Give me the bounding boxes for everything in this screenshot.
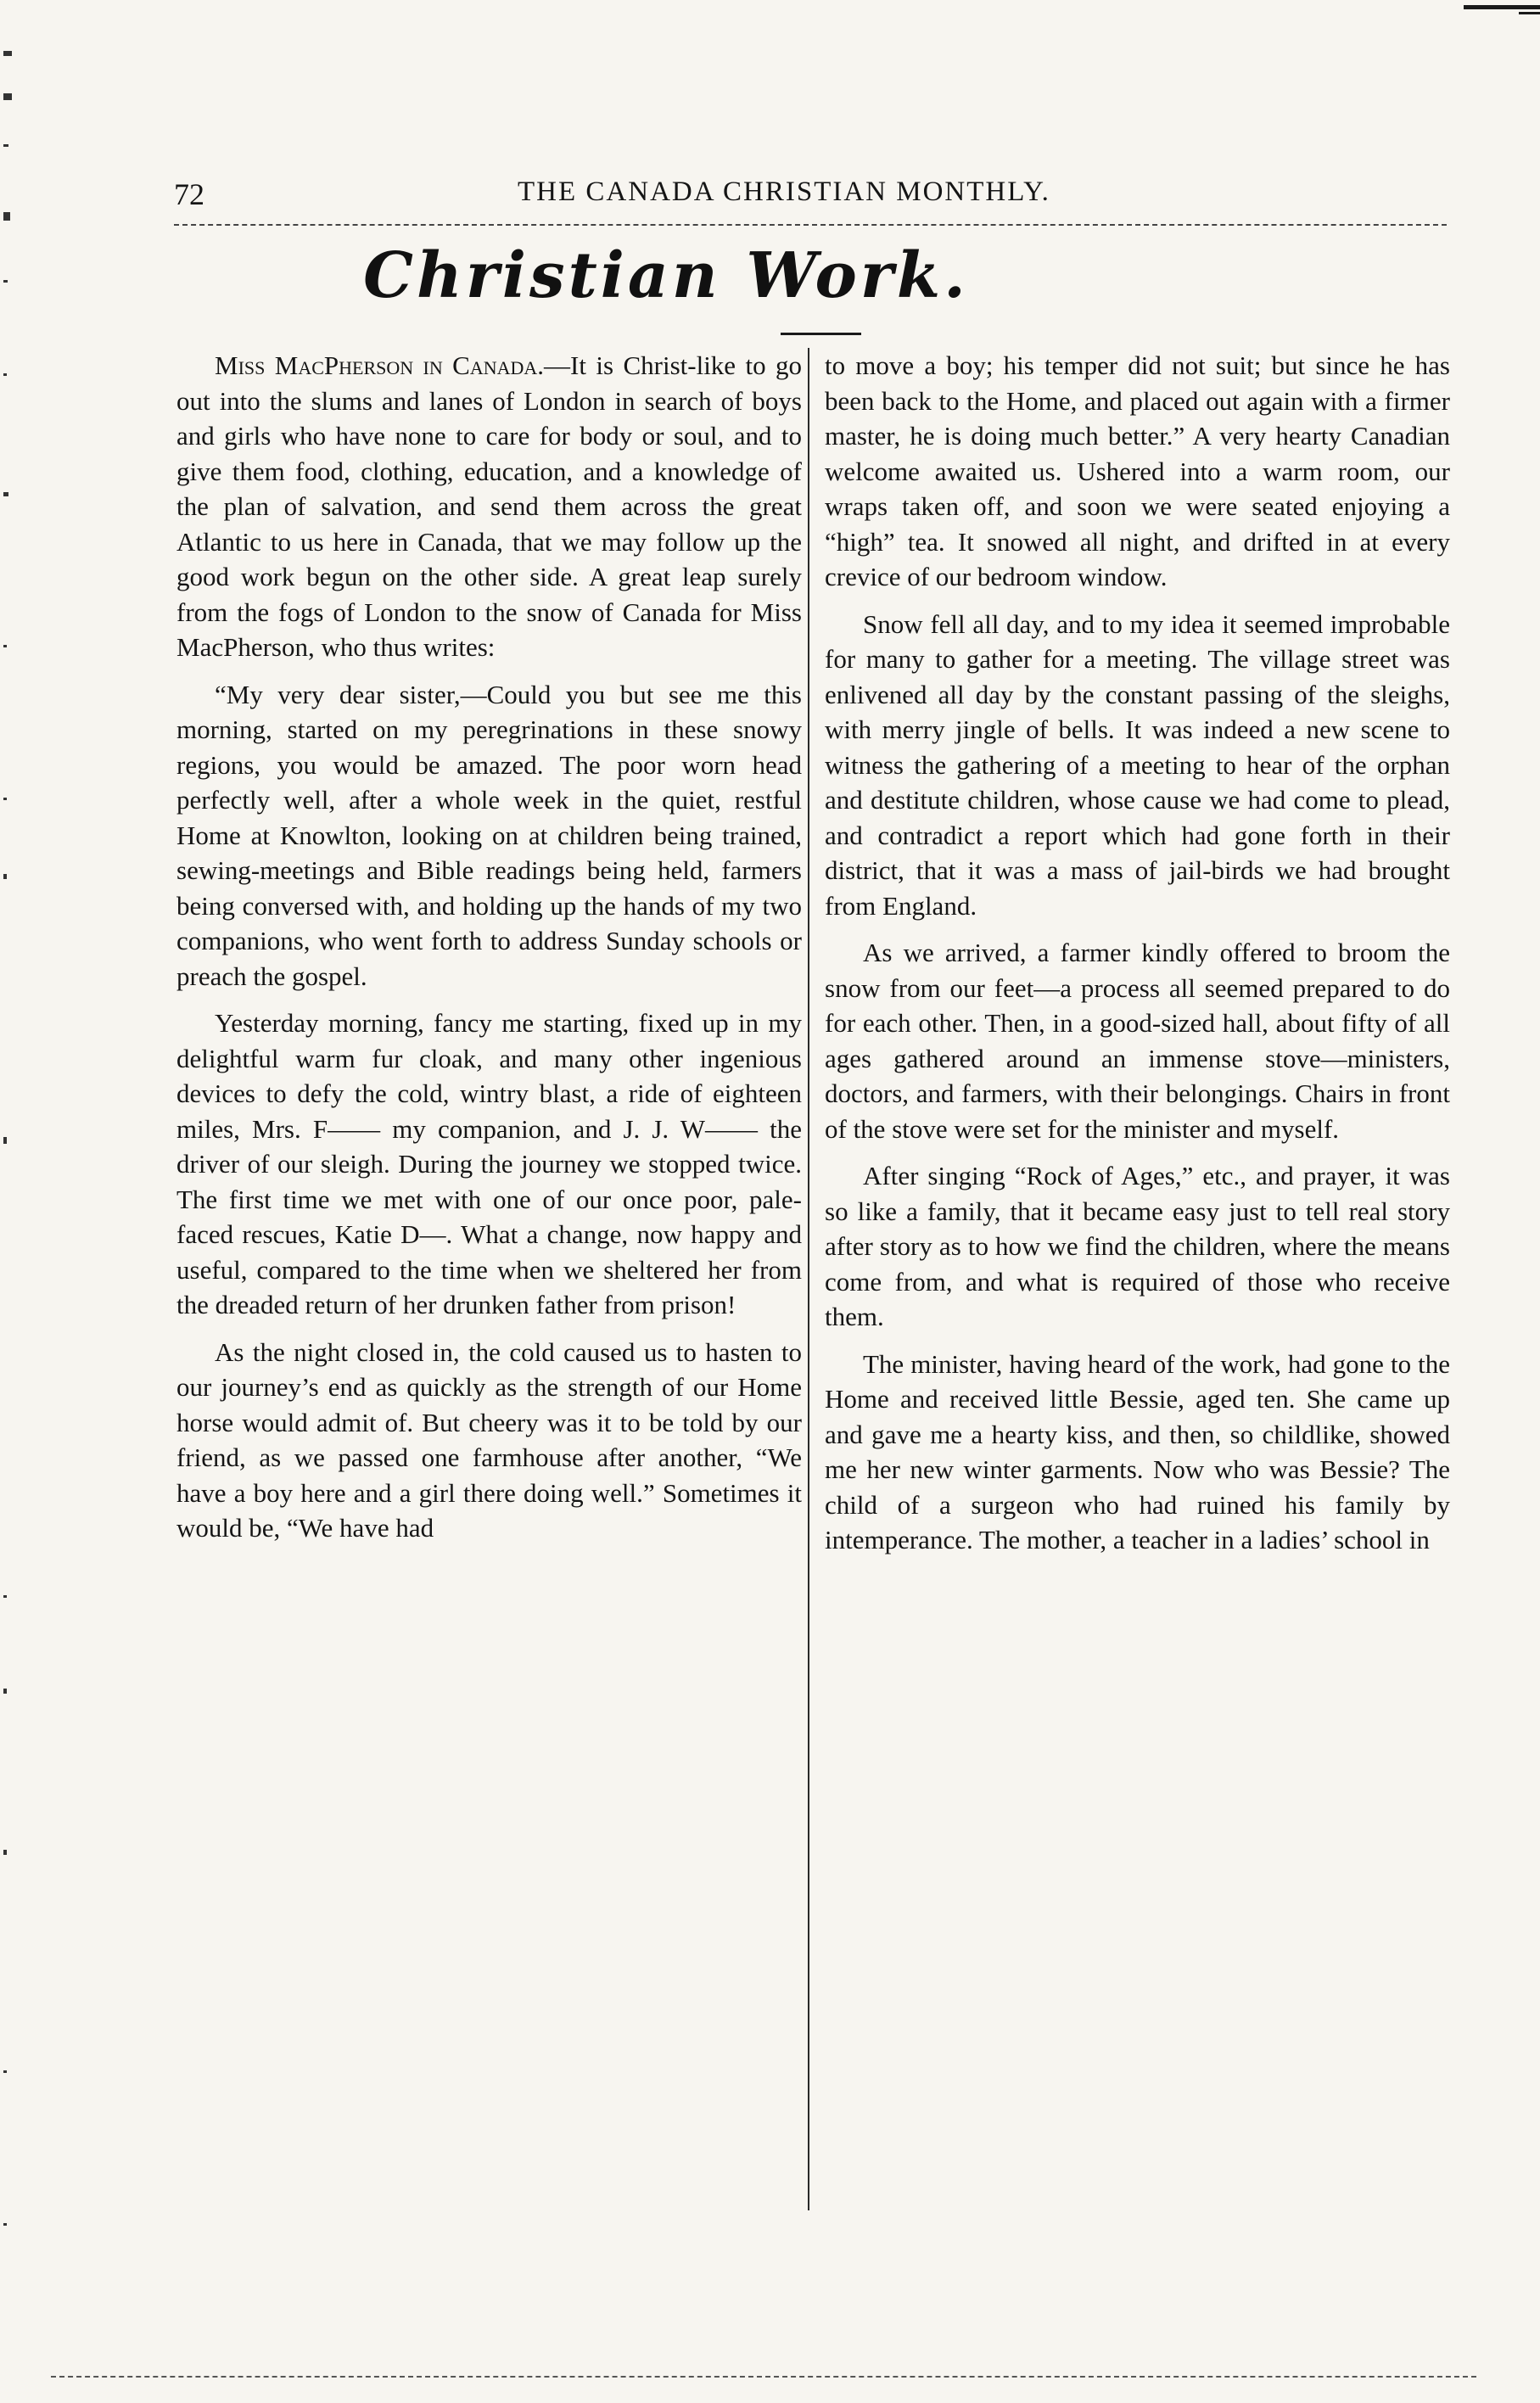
paragraph: The minister, having heard of the work, had gone to the Home and received little Bessie, aged ten. She came up and gave me a hearty kiss, and then, so childlike, showed me her new winter garments. Now who was Bessie? The child of a surgeon who had ruined his family by intemperance. The mother, a teacher in a ladies’ school in: [825, 1348, 1450, 1554]
paragraph: [176, 348, 802, 665]
page-header: [174, 176, 1447, 214]
header-rule: [174, 224, 1447, 227]
section-title: Christian Work.: [363, 239, 969, 312]
paragraph: to move a boy; his temper did not suit; but since he has been back to the Home, and placed out again with a firmer master, he is doing much better.” A very hearty Canadian welcome awaited us. Ushered into a warm room, our wraps taken off, and soon we were seated enjoying a “high” tea. It snowed all night, and drifted in at every crevice of our bedroom window.: [825, 350, 1450, 591]
margin-speck: [3, 144, 8, 147]
margin-speck: [3, 93, 12, 100]
article-heading: Miss MacPherson in Canada.: [215, 350, 545, 380]
margin-speck: [3, 2223, 7, 2226]
page-edge-rule-small: [1519, 12, 1540, 14]
left-column: [176, 348, 802, 2223]
bottom-rule: [51, 2376, 1476, 2379]
margin-speck: [3, 1595, 7, 1598]
right-column: [825, 348, 1450, 2223]
paragraph: As we arrived, a farmer kindly offered to broom the snow from our feet—a process all seemed prepared to do for each other. Then, in a good-sized hall, about fifty of all ages gathered around an immense stove—ministers, doctors, and farmers, with their belongings. Chairs in front of the stove were set for the minister and myself.: [825, 938, 1450, 1144]
running-title: THE CANADA CHRISTIAN MONTHLY.: [518, 176, 1050, 207]
margin-speck: [3, 1137, 7, 1144]
margin-speck: [3, 2070, 7, 2073]
margin-speck: [3, 1850, 7, 1855]
paragraph: Yesterday morning, fancy me starting, fixed up in my delightful warm fur cloak, and many other ingenious devices to defy the cold, wintry blast, a ride of eighteen miles, Mrs. F—— my companion, and J. J. W—— the driver of our sleigh. During the journey we stopped twice. The first time we met with one of our once poor, pale-faced rescues, Katie D—. What a change, now happy and useful, compared to the time when we sheltered her from the dreaded return of her drunken father from prison!: [176, 1008, 802, 1319]
paragraph: As the night closed in, the cold caused us to hasten to our journey’s end as quickly as the strength of our Home horse would admit of. But cheery was it to be told by our friend, as we passed one farmhouse after another, “We have a boy here and a girl there doing well.” Sometimes it would be, “We have had: [176, 1336, 802, 1543]
margin-speck: [3, 373, 7, 376]
margin-speck: [3, 645, 7, 647]
margin-speck: [3, 1689, 7, 1694]
paragraph: “My very dear sister,—Could you but see me this morning, started on my peregrinations in these snowy regions, you would be amazed. The poor worn head perfectly well, after a whole week in the quiet, restful Home at Knowlton, looking on at children being trained, sewing-meetings and Bible readings being held, farmers being conversed with, and holding up the hands of my two companions, who went forth to address Sunday schools or preach the gospel.: [176, 679, 802, 991]
margin-speck: [3, 492, 8, 496]
binding-margin: [0, 0, 20, 2403]
page-number: 72: [174, 177, 204, 211]
paragraph-text: —It is Christ-like to go out into the slums and lanes of London in search of boys and girls who have none to care for body or soul, and to give them food, clothing, education, and a knowledge of the plan of salvation, and send them across the great Atlantic to us here in Canada, that we may follow up the good work begun on the other side. A great leap surely from the fogs of London to the snow of Canada for Miss MacPherson, who thus writes:: [176, 350, 802, 662]
margin-speck: [3, 212, 10, 221]
margin-speck: [3, 51, 12, 56]
margin-speck: [3, 874, 7, 879]
page-edge-rule: [1464, 5, 1540, 9]
margin-speck: [3, 798, 7, 800]
margin-speck: [3, 280, 8, 283]
paragraph: Snow fell all day, and to my idea it seemed improbable for many to gather for a meeting. The village street was enlivened all day by the constant passing of the sleighs, with merry jingle of bells. It was indeed a new scene to witness the gathering of a meeting to hear of the orphan and destitute children, whose cause we had come to plead, and contradict a report which had gone forth in their district, that it was a mass of jail-birds we had brought from England.: [825, 608, 1450, 921]
column-divider: [808, 348, 809, 2210]
title-rule: [781, 333, 861, 335]
paragraph: After singing “Rock of Ages,” etc., and prayer, it was so like a family, that it became easy just to tell real story after story as to how we find the children, where the means come from, and what is required of those who receive them.: [825, 1161, 1450, 1331]
